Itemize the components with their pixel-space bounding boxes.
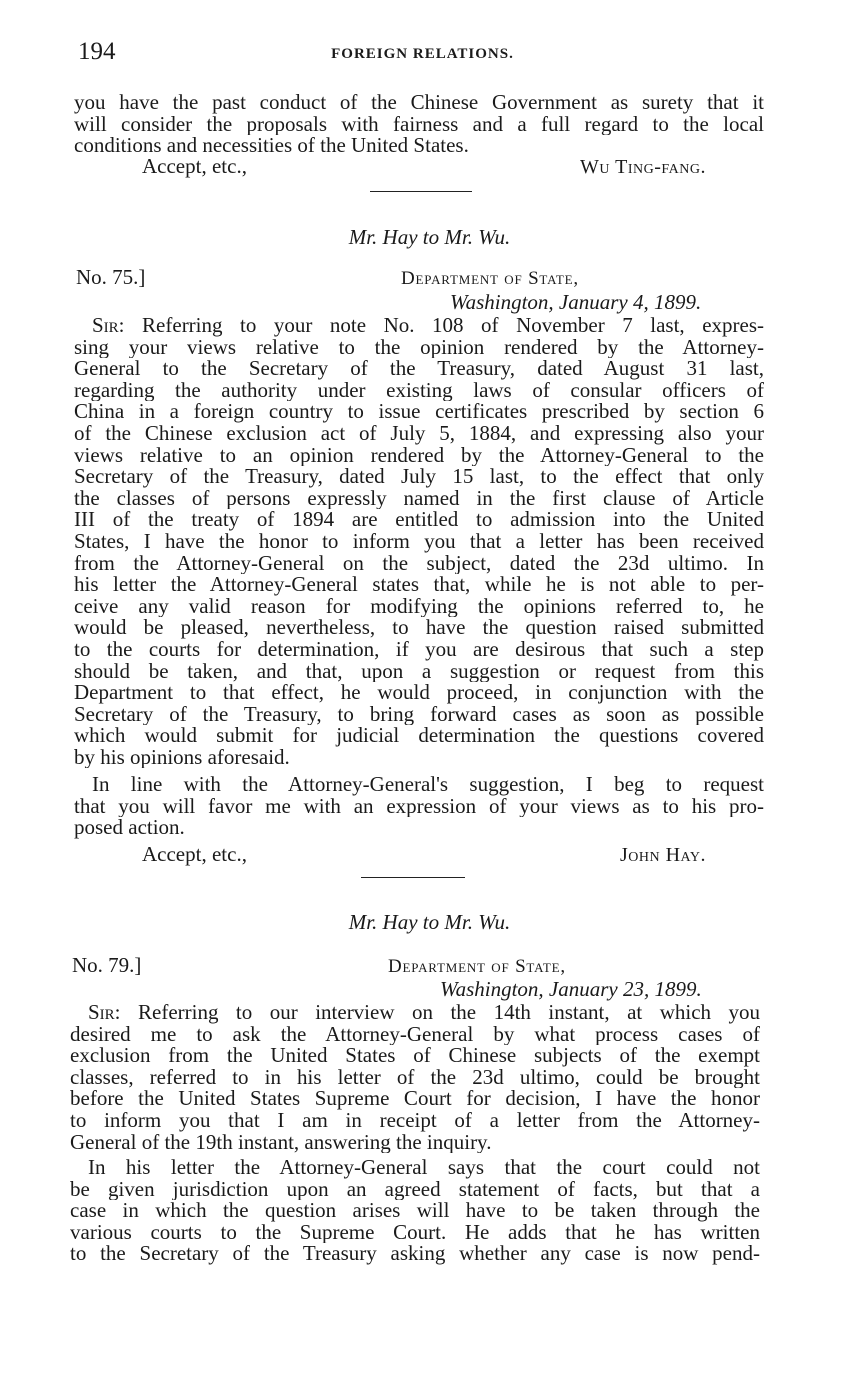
text-line: posed action.	[74, 817, 185, 839]
signature: John Hay.	[620, 844, 706, 866]
text-line: case in which the question arises will have to be taken through the	[70, 1200, 760, 1222]
text-line: various courts to the Supreme Court. He adds that he has written	[70, 1221, 760, 1244]
text-line: China in a foreign country to issue certificates prescribed by section 6	[74, 401, 764, 423]
text-line: before the United States Supreme Court for decision, I have the honor	[70, 1088, 760, 1110]
text-line: of the Chinese exclusion act of July 5, 1884, and expressing also your	[74, 422, 764, 445]
department-line: Department of State,	[401, 268, 579, 289]
section-divider	[370, 191, 472, 192]
text-line: In his letter the Attorney-General says that the court could not	[88, 1157, 760, 1179]
running-head: FOREIGN RELATIONS.	[331, 46, 514, 62]
section-divider	[361, 877, 465, 878]
text-line: you have the past conduct of the Chinese Government as surety that it	[74, 92, 764, 114]
salutation: Sir:	[92, 315, 125, 337]
text-line: General to the Secretary of the Treasury, dated August 31 last,	[74, 358, 764, 380]
text-line: conditions and necessities of the United States.	[74, 135, 469, 157]
text-line: Department to that effect, he would proceed, in conjunction with the	[74, 682, 764, 704]
salutation: Sir:	[88, 1002, 121, 1024]
document-number: No. 75.]	[76, 265, 146, 289]
text-line: regarding the authority under existing laws of consular officers of	[74, 379, 764, 402]
text-line: from the Attorney-General on the subject, dated the 23d ultimo. In	[74, 552, 764, 575]
text-line: his letter the Attorney-General states that, while he is not able to per-	[74, 574, 764, 596]
letter-paragraph	[74, 315, 764, 768]
text-line: Sir: Referring to our interview on the 14th instant, at which you	[88, 1002, 760, 1024]
closing-line: Accept, etc.,	[142, 154, 247, 178]
letter-paragraph	[70, 1002, 760, 1153]
page-number: 194	[78, 38, 116, 65]
continuation-paragraph	[74, 92, 764, 157]
text-line: III of the treaty of 1894 are entitled to admission into the United	[74, 509, 764, 531]
letter-heading: Mr. Hay to Mr. Wu.	[348, 225, 511, 249]
text-line: which would submit for judicial determination the questions covered	[74, 725, 764, 747]
text-line: to the Secretary of the Treasury asking whether any case is now pend-	[70, 1243, 760, 1265]
text-line: classes, referred to in his letter of the 23d ultimo, could be brought	[70, 1066, 760, 1089]
text-line: Secretary of the Treasury, to bring forward cases as soon as possible	[74, 703, 764, 726]
text-line: will consider the proposals with fairness and a full regard to the local	[74, 113, 764, 136]
text-line: exclusion from the United States of Chinese subjects of the exempt	[70, 1045, 760, 1067]
text-line: ceive any valid reason for modifying the opinions referred to, he	[74, 595, 764, 618]
text-line: sing your views relative to the opinion rendered by the Attorney-	[74, 336, 764, 359]
text-line: Sir: Referring to your note No. 108 of November 7 last, expres-	[92, 315, 764, 337]
signature: Wu Ting-fang.	[580, 156, 706, 178]
text-line: States, I have the honor to inform you that a letter has been received	[74, 530, 764, 553]
letter-paragraph	[74, 774, 764, 839]
text-line: In line with the Attorney-General's suggestion, I beg to request	[92, 774, 764, 796]
closing-line: Accept, etc.,	[142, 842, 247, 866]
department-line: Department of State,	[388, 956, 566, 977]
text-line: desired me to ask the Attorney-General by what process cases of	[70, 1023, 760, 1046]
text-line: Secretary of the Treasury, dated July 15 last, to the effect that only	[74, 466, 764, 488]
page-header	[78, 38, 767, 68]
text-line: should be taken, and that, upon a suggestion or request from this	[74, 660, 764, 683]
text-line: General of the 19th instant, answering the inquiry.	[70, 1131, 492, 1154]
place-date-line: Washington, January 4, 1899.	[450, 290, 702, 314]
text-line: by his opinions aforesaid.	[74, 746, 290, 769]
letter-heading: Mr. Hay to Mr. Wu.	[348, 910, 511, 934]
text-line: views relative to an opinion rendered by the Attorney-General to the	[74, 444, 764, 467]
text-line: be given jurisdiction upon an agreed statement of facts, but that a	[70, 1178, 760, 1201]
text-line: that you will favor me with an expression of your views as to his pro-	[74, 795, 764, 818]
letter-paragraph	[70, 1157, 760, 1265]
text-line: the classes of persons expressly named in the first clause of Article	[74, 487, 764, 510]
text-line: to the courts for determination, if you are desirous that such a step	[74, 638, 764, 661]
text-line: to inform you that I am in receipt of a letter from the Attorney-	[70, 1109, 760, 1132]
document-number: No. 79.]	[72, 953, 142, 977]
text-line: would be pleased, nevertheless, to have the question raised submitted	[74, 617, 764, 639]
place-date-line: Washington, January 23, 1899.	[440, 977, 702, 1001]
